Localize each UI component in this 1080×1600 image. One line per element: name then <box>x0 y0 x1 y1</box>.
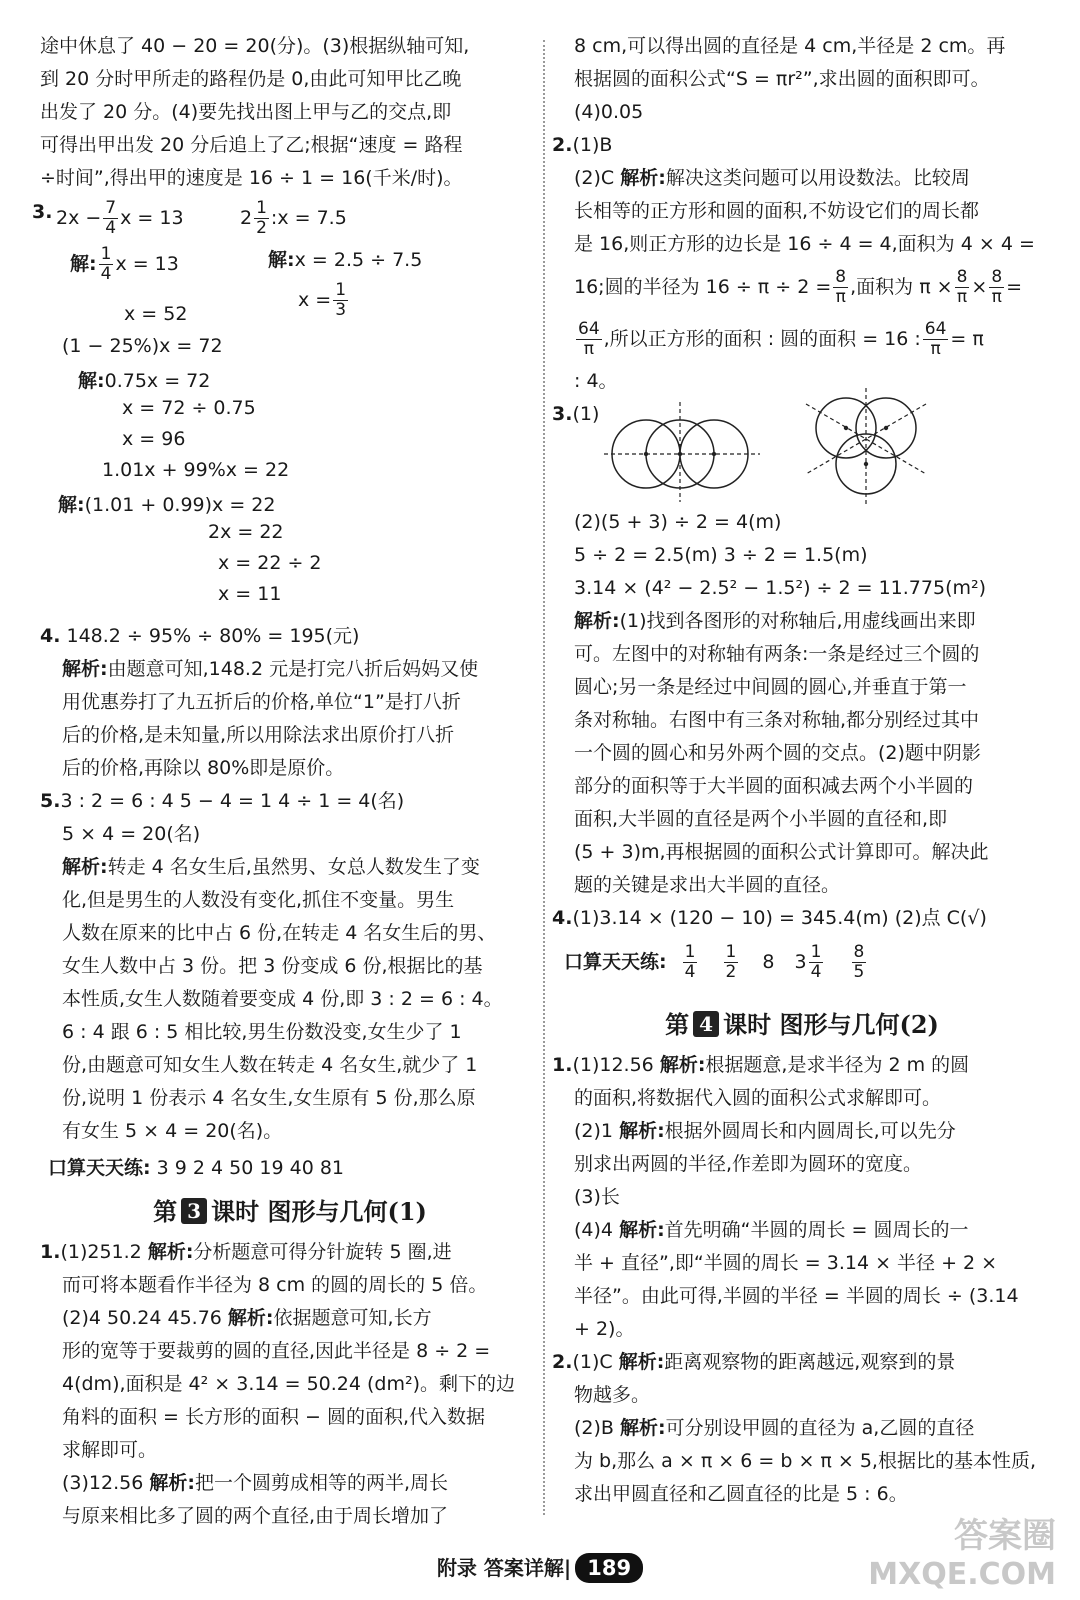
lesson-prefix: 第 <box>665 1010 690 1039</box>
text-line: 出发了 20 分。(4)要先找出图上甲与乙的交点,即 <box>40 101 452 123</box>
text-line: 面积,大半圆的直径是两个小半圆的直径和,即 <box>574 808 948 830</box>
text-line: 本性质,女生人数随着要变成 4 份,即 3 : 2 = 6 : 4。 <box>62 988 503 1010</box>
answer-text: (2)B <box>574 1417 614 1439</box>
text-line: 长相等的正方形和圆的面积,不妨设它们的周长都 <box>574 200 980 222</box>
answer-line <box>552 129 1052 162</box>
equation <box>298 281 350 320</box>
trefoil-circles-figure <box>802 386 932 508</box>
center-dot <box>712 452 716 456</box>
equation <box>268 245 422 272</box>
answer-text: (2)C <box>574 167 615 189</box>
three-circles-figure <box>602 400 762 504</box>
answer-line: 5 × 4 = 20(名) <box>62 823 201 845</box>
oral-values: 3 9 2 4 50 19 40 81 <box>156 1157 344 1179</box>
eq-text: ,所以正方形的面积 : 圆的面积 = 16 : <box>603 328 921 350</box>
analysis-text: 距离观察物的距离越远,观察到的景 <box>664 1351 956 1373</box>
analysis-label: 解析: <box>574 610 620 632</box>
eq-text: 0.75x = 72 <box>104 370 211 392</box>
text-line: 条对称轴。右图中有三条对称轴,都分别经过其中 <box>574 709 980 731</box>
answer-text: (1)C <box>572 1351 613 1373</box>
numerator: 1 <box>684 942 696 962</box>
numerator: 1 <box>335 280 347 300</box>
oral-value: 8 <box>762 951 775 973</box>
eq-text: (1.01 + 0.99)x = 22 <box>84 494 276 516</box>
question-number: 5. <box>40 790 61 812</box>
question-number: 2. <box>552 134 573 156</box>
equation-block <box>32 195 540 620</box>
fraction <box>333 281 348 320</box>
analysis-label: 解析: <box>62 856 108 878</box>
denominator: 2 <box>256 218 267 238</box>
solution-label: 解: <box>78 370 105 392</box>
oral-practice <box>40 1148 540 1188</box>
text-line: 是 16,则正方形的边长是 16 ÷ 4 = 4,面积为 4 × 4 = <box>574 233 1035 255</box>
answer-text: (1)251.2 <box>60 1241 142 1263</box>
answer-text: (1)3.14 × (120 − 10) = 345.4(m) (2)点 C(√) <box>572 907 987 929</box>
equation: x = 72 ÷ 0.75 <box>122 397 256 419</box>
text-line: 圆心;另一条是经过中间圆的圆心,并垂直于第一 <box>574 676 967 698</box>
equation: x = 96 <box>122 428 186 450</box>
analysis-label: 解析: <box>147 1241 194 1263</box>
equation <box>78 366 210 393</box>
fraction <box>683 943 698 982</box>
text-line: 可。左图中的对称轴有两条:一条是经过三个圆的 <box>574 643 980 665</box>
eq-text: x = <box>298 289 332 311</box>
answer-line: 3.14 × (4² − 2.5² − 1.5²) ÷ 2 = 11.775(m²) <box>574 577 987 599</box>
answer-text: (1)B <box>572 134 613 156</box>
denominator: π <box>991 287 1002 307</box>
denominator: 4 <box>100 264 112 284</box>
answer-line <box>552 1346 1052 1379</box>
oral-value: 3 <box>794 951 807 973</box>
lesson-prefix: 第 <box>153 1197 178 1226</box>
right-column <box>552 30 1052 1511</box>
text-line: 物越多。 <box>574 1384 651 1406</box>
text-line: ÷时间”,得出甲的速度是 16 ÷ 1 = 16(千米/时)。 <box>40 167 463 189</box>
answer-line: (4)0.05 <box>574 101 644 123</box>
text-line: 半径”。由此可得,半圆的半径 = 半圆的周长 ÷ (3.14 <box>574 1285 1019 1307</box>
text-line <box>552 1115 1052 1148</box>
text-line <box>552 261 1052 313</box>
fraction <box>103 199 118 238</box>
watermark <box>868 1508 1056 1592</box>
eq-text: x = 13 <box>120 207 184 229</box>
eq-text: ,面积为 π × <box>850 276 953 298</box>
lesson-title: 课时 图形与几何(2) <box>723 1010 939 1039</box>
lesson-number: 4 <box>693 1011 719 1037</box>
answer-line: 5 ÷ 2 = 2.5(m) 3 ÷ 2 = 1.5(m) <box>574 544 868 566</box>
text-line: 有女生 5 × 4 = 20(名)。 <box>62 1120 283 1142</box>
page-number: 189 <box>575 1553 643 1583</box>
left-column <box>32 30 540 1533</box>
text-line: 到 20 分时甲所走的路程仍是 0,由此可知甲比乙晚 <box>40 68 462 90</box>
text-line <box>40 1467 540 1500</box>
equation <box>240 199 347 238</box>
eq-text: x = 2.5 ÷ 7.5 <box>294 249 423 271</box>
denominator: 2 <box>725 962 737 982</box>
text-line: 半 + 直径”,即“半圆的周长 = 3.14 × 半径 + 2 × <box>574 1252 998 1274</box>
question-number: 1. <box>552 1054 573 1076</box>
numerator: 8 <box>956 267 968 287</box>
text-line: 的面积,将数据代入圆的面积公式求解即可。 <box>574 1087 942 1109</box>
text-line: 用优惠券打了九五折后的价格,单位“1”是打八折 <box>62 691 461 713</box>
fraction <box>99 245 114 284</box>
figure-row <box>552 398 1052 506</box>
numerator: 64 <box>924 319 947 339</box>
equation: 2x = 22 <box>208 521 284 543</box>
fraction <box>852 943 867 982</box>
analysis-text: 依据题意可知,长方 <box>273 1307 432 1329</box>
solution-label: 解: <box>268 249 295 271</box>
text-line <box>552 1214 1052 1247</box>
equation <box>56 199 184 238</box>
eq-text: 2 <box>240 207 253 229</box>
eq-text: × <box>971 276 988 298</box>
analysis-text: 根据外圆周长和内圆周长,可以先分 <box>664 1120 956 1142</box>
denominator: 4 <box>105 218 117 238</box>
analysis-text: 分析题意可得分针旋转 5 圈,进 <box>193 1241 452 1263</box>
text-line <box>552 1412 1052 1445</box>
answer-line: (3)长 <box>574 1186 620 1208</box>
question-number: 1. <box>40 1241 61 1263</box>
eq-text: = <box>1006 276 1023 298</box>
text-line: 求解即可。 <box>62 1439 158 1461</box>
fraction <box>923 320 949 359</box>
analysis-label: 解析: <box>620 1417 666 1439</box>
answer-text: (2)1 <box>574 1120 614 1142</box>
analysis-label: 解析: <box>227 1307 274 1329</box>
numerator: 1 <box>810 942 822 962</box>
answer-line <box>552 902 1052 935</box>
text-line: 而可将本题看作半径为 8 cm 的圆的周长的 5 倍。 <box>62 1274 488 1296</box>
numerator: 8 <box>835 267 847 287</box>
denominator: π <box>583 339 594 359</box>
analysis-text: 首先明确“半圆的周长 = 圆周长的一 <box>664 1219 969 1241</box>
text-line <box>552 162 1052 195</box>
oral-label: 口算天天练: <box>564 951 667 973</box>
analysis-label: 解析: <box>618 1351 665 1373</box>
solution-label: 解: <box>58 494 85 516</box>
fraction <box>576 320 602 359</box>
answer-text: 3 : 2 = 6 : 4 5 − 4 = 1 4 ÷ 1 = 4(名) <box>60 790 405 812</box>
denominator: π <box>835 287 846 307</box>
text-line: 4(dm),面积是 4² × 3.14 = 50.24 (dm²)。剩下的边 <box>62 1373 516 1395</box>
eq-text: 16;圆的半径为 16 ÷ π ÷ 2 = <box>574 276 832 298</box>
text-line <box>40 851 540 884</box>
watermark-url: MXQE.COM <box>868 1557 1056 1592</box>
answer-line: (2)(5 + 3) ÷ 2 = 4(m) <box>574 511 782 533</box>
answer-line <box>40 785 540 818</box>
oral-practice <box>552 935 1052 989</box>
equation: (1 − 25%)x = 72 <box>62 335 223 357</box>
analysis-label: 解析: <box>620 167 666 189</box>
fraction <box>809 943 824 982</box>
fraction <box>724 943 739 982</box>
answer-line <box>40 620 540 653</box>
numerator: 8 <box>853 942 865 962</box>
question-number: 3. <box>32 201 53 223</box>
text-line: + 2)。 <box>574 1318 635 1340</box>
answer-line <box>40 1236 540 1269</box>
text-line: 别求出两圆的半径,作差即为圆环的宽度。 <box>574 1153 923 1175</box>
answer-text: 148.2 ÷ 95% ÷ 80% = 195(元) <box>66 625 360 647</box>
analysis-label: 解析: <box>62 658 108 680</box>
question-number: 4. <box>552 907 573 929</box>
text-line: 人数在原来的比中占 6 份,在转走 4 名女生后的男、 <box>62 922 497 944</box>
column-divider <box>543 40 545 1515</box>
text-line: 形的宽等于要裁剪的圆的直径,因此半径是 8 ÷ 2 = <box>62 1340 491 1362</box>
answer-line <box>552 398 599 431</box>
equation: 1.01x + 99%x = 22 <box>102 459 290 481</box>
numerator: 8 <box>991 267 1003 287</box>
question-number: 4. <box>40 625 61 647</box>
analysis-text: 根据题意,是求半径为 2 m 的圆 <box>705 1054 970 1076</box>
text-line: 后的价格,是未知量,所以用除法求出原价打八折 <box>62 724 455 746</box>
eq-text: :x = 7.5 <box>270 207 347 229</box>
question-number: 3. <box>552 403 573 425</box>
text-line: 求出甲圆直径和乙圆直径的比是 5 : 6。 <box>574 1483 908 1505</box>
numerator: 7 <box>105 198 117 218</box>
text-line: 份,由题意可知女生人数在转走 4 名女生,就少了 1 <box>62 1054 478 1076</box>
denominator: 3 <box>335 300 347 320</box>
solution-label: 解: <box>70 253 97 275</box>
equation <box>58 490 275 517</box>
center-dot <box>678 452 682 456</box>
text-line: 6 : 4 跟 6 : 5 相比较,男生份数没变,女生少了 1 <box>62 1021 462 1043</box>
numerator: 64 <box>578 319 600 339</box>
text-line: 与原来相比多了圆的两个直径,由于周长增加了 <box>62 1505 449 1527</box>
answer-text: (1) <box>572 403 600 425</box>
question-number: 2. <box>552 1351 573 1373</box>
eq-text: x = 13 <box>115 253 179 275</box>
denominator: 5 <box>853 962 865 982</box>
center-dot <box>864 462 868 466</box>
text-line: 根据圆的面积公式“S = πr²”,求出圆的面积即可。 <box>574 68 990 90</box>
text-line: 途中休息了 40 − 20 = 20(分)。(3)根据纵轴可知, <box>40 35 470 57</box>
lesson-title: 课时 图形与几何(1) <box>211 1197 427 1226</box>
analysis-label: 解析: <box>619 1120 665 1142</box>
analysis-text: 可分别设甲圆的直径为 a,乙圆的直径 <box>665 1417 975 1439</box>
center-dot <box>844 426 848 430</box>
footer-separator: | <box>563 1556 572 1580</box>
text-line: 角料的面积 = 长方形的面积 − 圆的面积,代入数据 <box>62 1406 486 1428</box>
text-line: 份,说明 1 份表示 4 名女生,女生原有 5 份,那么原 <box>62 1087 476 1109</box>
text-line: : 4。 <box>574 370 618 392</box>
equation <box>70 245 179 284</box>
text-line <box>40 653 540 686</box>
lesson-heading <box>552 1001 1052 1049</box>
denominator: 4 <box>684 962 696 982</box>
text-line <box>40 1302 540 1335</box>
text-line: 化,但是男生的人数没有变化,抓住不变量。男生 <box>62 889 455 911</box>
denominator: π <box>930 339 941 359</box>
text-line <box>552 313 1052 365</box>
denominator: 4 <box>810 962 822 982</box>
analysis-label: 解析: <box>659 1054 706 1076</box>
answer-text: (1)12.56 <box>572 1054 654 1076</box>
fraction <box>989 268 1004 307</box>
text-line: 后的价格,再除以 80%即是原价。 <box>62 757 345 779</box>
answer-text: (4)4 <box>574 1219 614 1241</box>
footer-text: 附录 答案详解 <box>436 1556 564 1580</box>
analysis-text: 解决这类问题可以用设数法。比较周 <box>665 167 970 189</box>
eq-text: 2x − <box>56 207 102 229</box>
equation: x = 11 <box>218 583 282 605</box>
text-line: 为 b,那么 a × π × 6 = b × π × 5,根据比的基本性质, <box>574 1450 1037 1472</box>
center-dot <box>884 426 888 430</box>
text-line: (5 + 3)m,再根据圆的面积公式计算即可。解决此 <box>574 841 989 863</box>
center-dot <box>644 452 648 456</box>
text-line: 一个圆的圆心和另外两个圆的交点。(2)题中阴影 <box>574 742 981 764</box>
text-line: 题的关键是求出大半圆的直径。 <box>574 874 841 896</box>
numerator: 1 <box>256 198 267 218</box>
numerator: 1 <box>725 942 737 962</box>
fraction <box>254 199 269 238</box>
watermark-logo-text: 答案圈 <box>954 1516 1056 1556</box>
analysis-label: 解析: <box>149 1472 195 1494</box>
text-line <box>552 605 1052 638</box>
text-line: 可得出甲出发 20 分后追上了乙;根据“速度 = 路程 <box>40 134 463 156</box>
analysis-text: 由题意可知,148.2 元是打完八折后妈妈又使 <box>107 658 479 680</box>
analysis-text: 转走 4 名女生后,虽然男、女总人数发生了变 <box>107 856 480 878</box>
fraction <box>833 268 848 307</box>
text-line: 8 cm,可以得出圆的直径是 4 cm,半径是 2 cm。再 <box>574 35 1006 57</box>
analysis-text: 把一个圆剪成相等的两半,周长 <box>194 1472 449 1494</box>
denominator: π <box>956 287 968 307</box>
analysis-label: 解析: <box>619 1219 665 1241</box>
equation: x = 22 ÷ 2 <box>218 552 322 574</box>
answer-text: (3)12.56 <box>62 1472 144 1494</box>
oral-label: 口算天天练: <box>48 1157 151 1179</box>
text-line: 部分的面积等于大半圆的面积减去两个小半圆的 <box>574 775 974 797</box>
lesson-number: 3 <box>181 1198 207 1224</box>
analysis-text: (1)找到各图形的对称轴后,用虚线画出来即 <box>619 610 976 632</box>
lesson-heading <box>40 1188 540 1236</box>
eq-text: = π <box>950 328 984 350</box>
text-line: 女生人数中占 3 份。把 3 份变成 6 份,根据比的基 <box>62 955 483 977</box>
answer-line <box>552 1049 1052 1082</box>
numerator: 1 <box>100 244 112 264</box>
fraction <box>955 268 970 307</box>
answer-text: (2)4 50.24 45.76 <box>62 1307 222 1329</box>
equation: x = 52 <box>124 303 188 325</box>
